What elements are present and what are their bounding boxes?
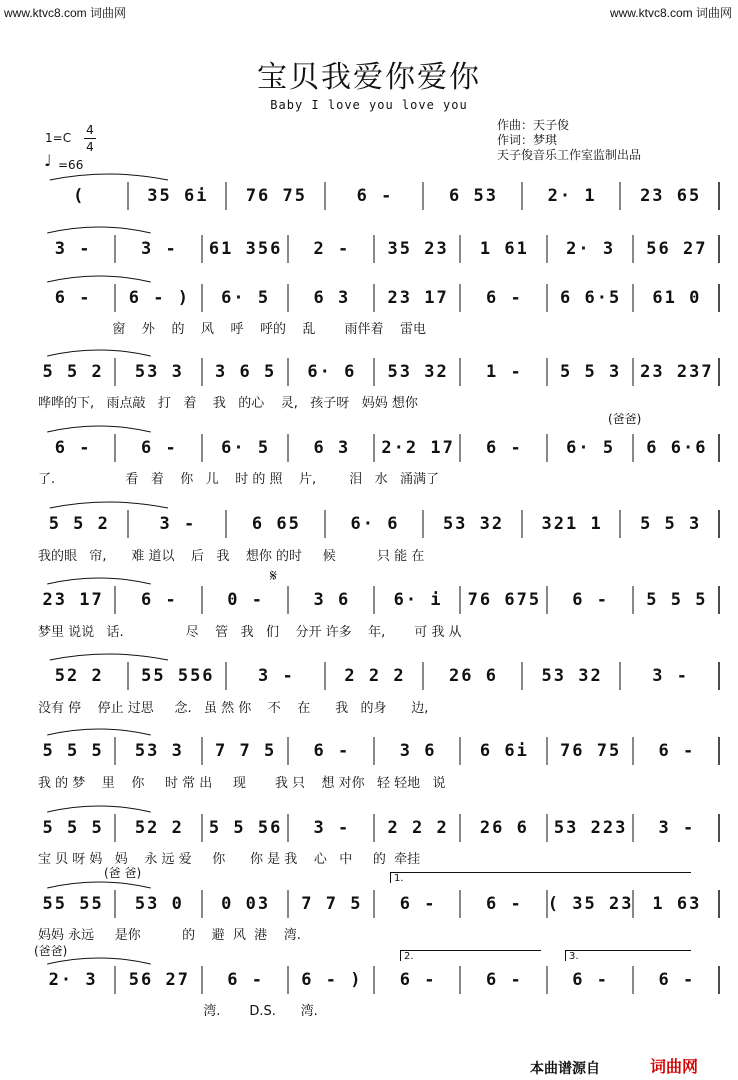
bar-lines	[30, 235, 720, 263]
measure: 6 -	[54, 438, 92, 458]
measure: 5 5 56	[208, 818, 283, 838]
measure: 53 0	[134, 894, 184, 914]
measure: 6 -	[572, 590, 609, 610]
volta-bracket-3	[565, 950, 691, 961]
notation-row	[30, 814, 720, 842]
measure: 2·2 17	[381, 438, 455, 458]
measure: 6· 5	[221, 438, 271, 458]
measure: 6 - )	[301, 970, 363, 990]
bar-lines	[30, 358, 720, 386]
bar-lines	[30, 966, 720, 994]
lyric-line: 湾. D.S. 湾.	[38, 1004, 318, 1019]
bar-lines	[30, 662, 720, 690]
slur-arc	[50, 654, 168, 660]
measure: 7 7 5	[215, 741, 277, 761]
bar-lines	[30, 510, 720, 538]
lyric-line: 了. 看 着 你 儿 时 的 照 片, 泪 水 涌满了	[38, 472, 440, 487]
measure: (	[73, 186, 86, 206]
measure: 2· 3	[48, 970, 98, 990]
bar-lines	[30, 586, 720, 614]
slur-arc	[47, 227, 151, 233]
parent-note-2: (爸 爸)	[104, 866, 142, 880]
measure: 6 -	[486, 288, 523, 308]
slur-arc	[47, 350, 151, 356]
measure: 5 5 2	[48, 514, 110, 534]
bar-lines	[30, 814, 720, 842]
measure: 6 -	[399, 894, 437, 914]
measure: 0 03	[221, 894, 271, 914]
volta-bracket-2	[400, 950, 541, 961]
measure: 6 -	[486, 894, 523, 914]
measure: 6 -	[313, 741, 351, 761]
slur-arc	[47, 729, 151, 735]
measure: 6· 6	[350, 514, 400, 534]
bar-lines	[30, 890, 720, 918]
slur-arc	[50, 174, 168, 180]
measure: 53 32	[442, 514, 505, 534]
measure: 61 0	[652, 288, 702, 308]
measure: 56 27	[128, 970, 190, 990]
notation-row	[30, 662, 720, 690]
measure: 53 32	[387, 362, 449, 382]
measure: 2 -	[313, 239, 351, 259]
lyric-line: 窗 外 的 风 呼 呼的 乱 雨伴着 雷电	[38, 322, 427, 337]
slur-arc	[50, 502, 168, 508]
measure: 6 6i	[479, 741, 529, 761]
notation-row	[30, 182, 720, 210]
measure: 6 -	[486, 970, 523, 990]
measure: 3 6	[313, 590, 351, 610]
measure: 76 75	[245, 186, 307, 206]
notation-row	[30, 510, 720, 538]
measure: 6· i	[393, 590, 443, 610]
watermark-right: www.ktvc8.com 词曲网	[609, 6, 732, 20]
time-signature-divider	[84, 138, 96, 139]
measure: 6 6·5	[560, 288, 622, 308]
footer-logo: 词曲网	[650, 1057, 699, 1076]
measure: 3 -	[258, 666, 295, 686]
measure: 52 2	[54, 666, 104, 686]
parent-note-3: (爸爸)	[34, 944, 68, 958]
measure: 52 2	[134, 818, 184, 838]
measure: 6 3	[313, 288, 351, 308]
bar-lines	[30, 737, 720, 765]
measure: 6 -	[658, 741, 696, 761]
measure: 53 223	[553, 818, 628, 838]
notation-row	[30, 235, 720, 263]
volta-label-1: 1.	[394, 873, 404, 884]
measure: 3 -	[159, 514, 197, 534]
volta-label-2: 2.	[404, 951, 414, 962]
notation-row	[30, 586, 720, 614]
tempo-marking: =66	[58, 158, 84, 172]
bar-lines	[30, 434, 720, 462]
measure: 6· 5	[221, 288, 271, 308]
measure: 6 65	[251, 514, 301, 534]
measure: 6· 6	[307, 362, 357, 382]
measure: 6 -	[356, 186, 394, 206]
measure: 23 17	[387, 288, 449, 308]
measure: 3 -	[141, 239, 178, 259]
notation-row	[30, 434, 720, 462]
measure: 35 23	[387, 239, 449, 259]
measure: 6 -	[658, 970, 696, 990]
time-signature-top: 4	[86, 123, 94, 137]
measure: 7 7 5	[301, 894, 363, 914]
measure: 76 675	[467, 590, 542, 610]
measure: 53 3	[134, 362, 184, 382]
measure: 0 -	[227, 590, 264, 610]
measure: 3 -	[652, 666, 690, 686]
measure: 76 75	[560, 741, 622, 761]
measure: 6 -	[54, 288, 92, 308]
measure: 26 6	[449, 666, 498, 686]
measure: 2 2 2	[344, 666, 406, 686]
time-signature-bottom: 4	[86, 140, 94, 154]
measure: 6 53	[449, 186, 498, 206]
measure: 53 32	[541, 666, 603, 686]
notation-row	[30, 890, 720, 918]
measure: 6· 5	[566, 438, 616, 458]
notation-row	[30, 966, 720, 994]
measure: 61 356	[208, 239, 283, 259]
quarter-note-icon: ♩	[44, 151, 52, 170]
measure: 2· 1	[547, 186, 597, 206]
measure: 6 -	[141, 590, 178, 610]
measure: 23 17	[42, 590, 104, 610]
lyric-line: 梦里 说说 话. 尽 管 我 们 分开 许多 年, 可 我 从	[38, 625, 462, 640]
measure: 55 55	[42, 894, 104, 914]
slur-arc	[47, 276, 151, 282]
measure: 55 556	[141, 666, 215, 686]
lyric-line: 我的眼 帘, 难 道以 后 我 想你 的时 候 只 能 在	[38, 549, 425, 564]
measure: 1 61	[479, 239, 529, 259]
measure: 6 -	[399, 970, 437, 990]
lyric-line: 妈妈 永远 是你 的 避 风 港 湾.	[38, 928, 301, 943]
bar-lines	[30, 182, 720, 210]
measure: 1 -	[486, 362, 523, 382]
measure: 6 3	[313, 438, 351, 458]
measure: 6 -	[486, 438, 523, 458]
lyric-line: 没有 停 停止 过思 念. 虽 然 你 不 在 我 的身 边,	[38, 701, 429, 716]
slur-arc	[47, 882, 151, 888]
measure: 3 6	[399, 741, 437, 761]
measure: 6 6·6	[646, 438, 708, 458]
slur-arc	[47, 806, 151, 812]
measure: 56 27	[646, 239, 708, 259]
measure: 5 5 3	[640, 514, 702, 534]
measure: 2 2 2	[387, 818, 449, 838]
notation-row	[30, 284, 720, 312]
segno-icon: 𝄋	[270, 566, 277, 585]
measure: 2· 3	[566, 239, 616, 259]
measure: 6 -	[572, 970, 609, 990]
lyric-line: 我 的 梦 里 你 时 常 出 现 我 只 想 对你 轻 轻地 说	[38, 776, 446, 791]
slur-arc	[47, 578, 151, 584]
parent-note-1: (爸爸)	[608, 412, 642, 426]
notation-row	[30, 737, 720, 765]
measure: 321 1	[541, 514, 603, 534]
lyric-line: 宝 贝 呀 妈 妈 永 远 爱 你 你 是 我 心 中 的 牵挂	[38, 852, 421, 867]
measure: 3 -	[313, 818, 351, 838]
producer-credit: 天子俊音乐工作室监制出品	[497, 148, 642, 162]
measure: 23 65	[640, 186, 702, 206]
watermark-left: www.ktvc8.com 词曲网	[4, 6, 127, 20]
measure: 5 5 5	[646, 590, 708, 610]
footer-source: 本曲谱源自	[530, 1061, 600, 1077]
bar-lines	[30, 284, 720, 312]
measure: 35 6i	[147, 186, 209, 206]
measure: 1 63	[652, 894, 702, 914]
measure: 5 5 5	[42, 741, 104, 761]
measure: 5 5 2	[42, 362, 104, 382]
volta-bracket-1	[390, 872, 691, 883]
song-title: 宝贝我爱你爱你	[257, 60, 481, 95]
volta-label-3: 3.	[569, 951, 579, 962]
notation-row	[30, 358, 720, 386]
measure: 6 - )	[128, 288, 190, 308]
measure: 3 6 5	[215, 362, 277, 382]
measure: 6 -	[141, 438, 178, 458]
measure: 3 -	[54, 239, 92, 259]
measure: 5 5 3	[560, 362, 622, 382]
measure: 26 6	[479, 818, 529, 838]
slur-arc	[47, 426, 151, 432]
composer-credit: 作曲：天子俊	[497, 118, 570, 132]
measure: 53 3	[134, 741, 184, 761]
key-signature: 1=C	[45, 131, 72, 145]
measure: 6 -	[227, 970, 264, 990]
lyricist-credit: 作词：梦琪	[497, 133, 558, 147]
measure: 5 5 5	[42, 818, 104, 838]
measure: ( 35 23	[547, 894, 634, 914]
lyric-line: 哗哗的下, 雨点敲 打 着 我 的心 灵, 孩子呀 妈妈 想你	[38, 396, 418, 411]
measure: 23 237	[640, 362, 714, 382]
measure: 3 -	[658, 818, 696, 838]
song-subtitle: Baby I love you love you	[270, 98, 468, 112]
